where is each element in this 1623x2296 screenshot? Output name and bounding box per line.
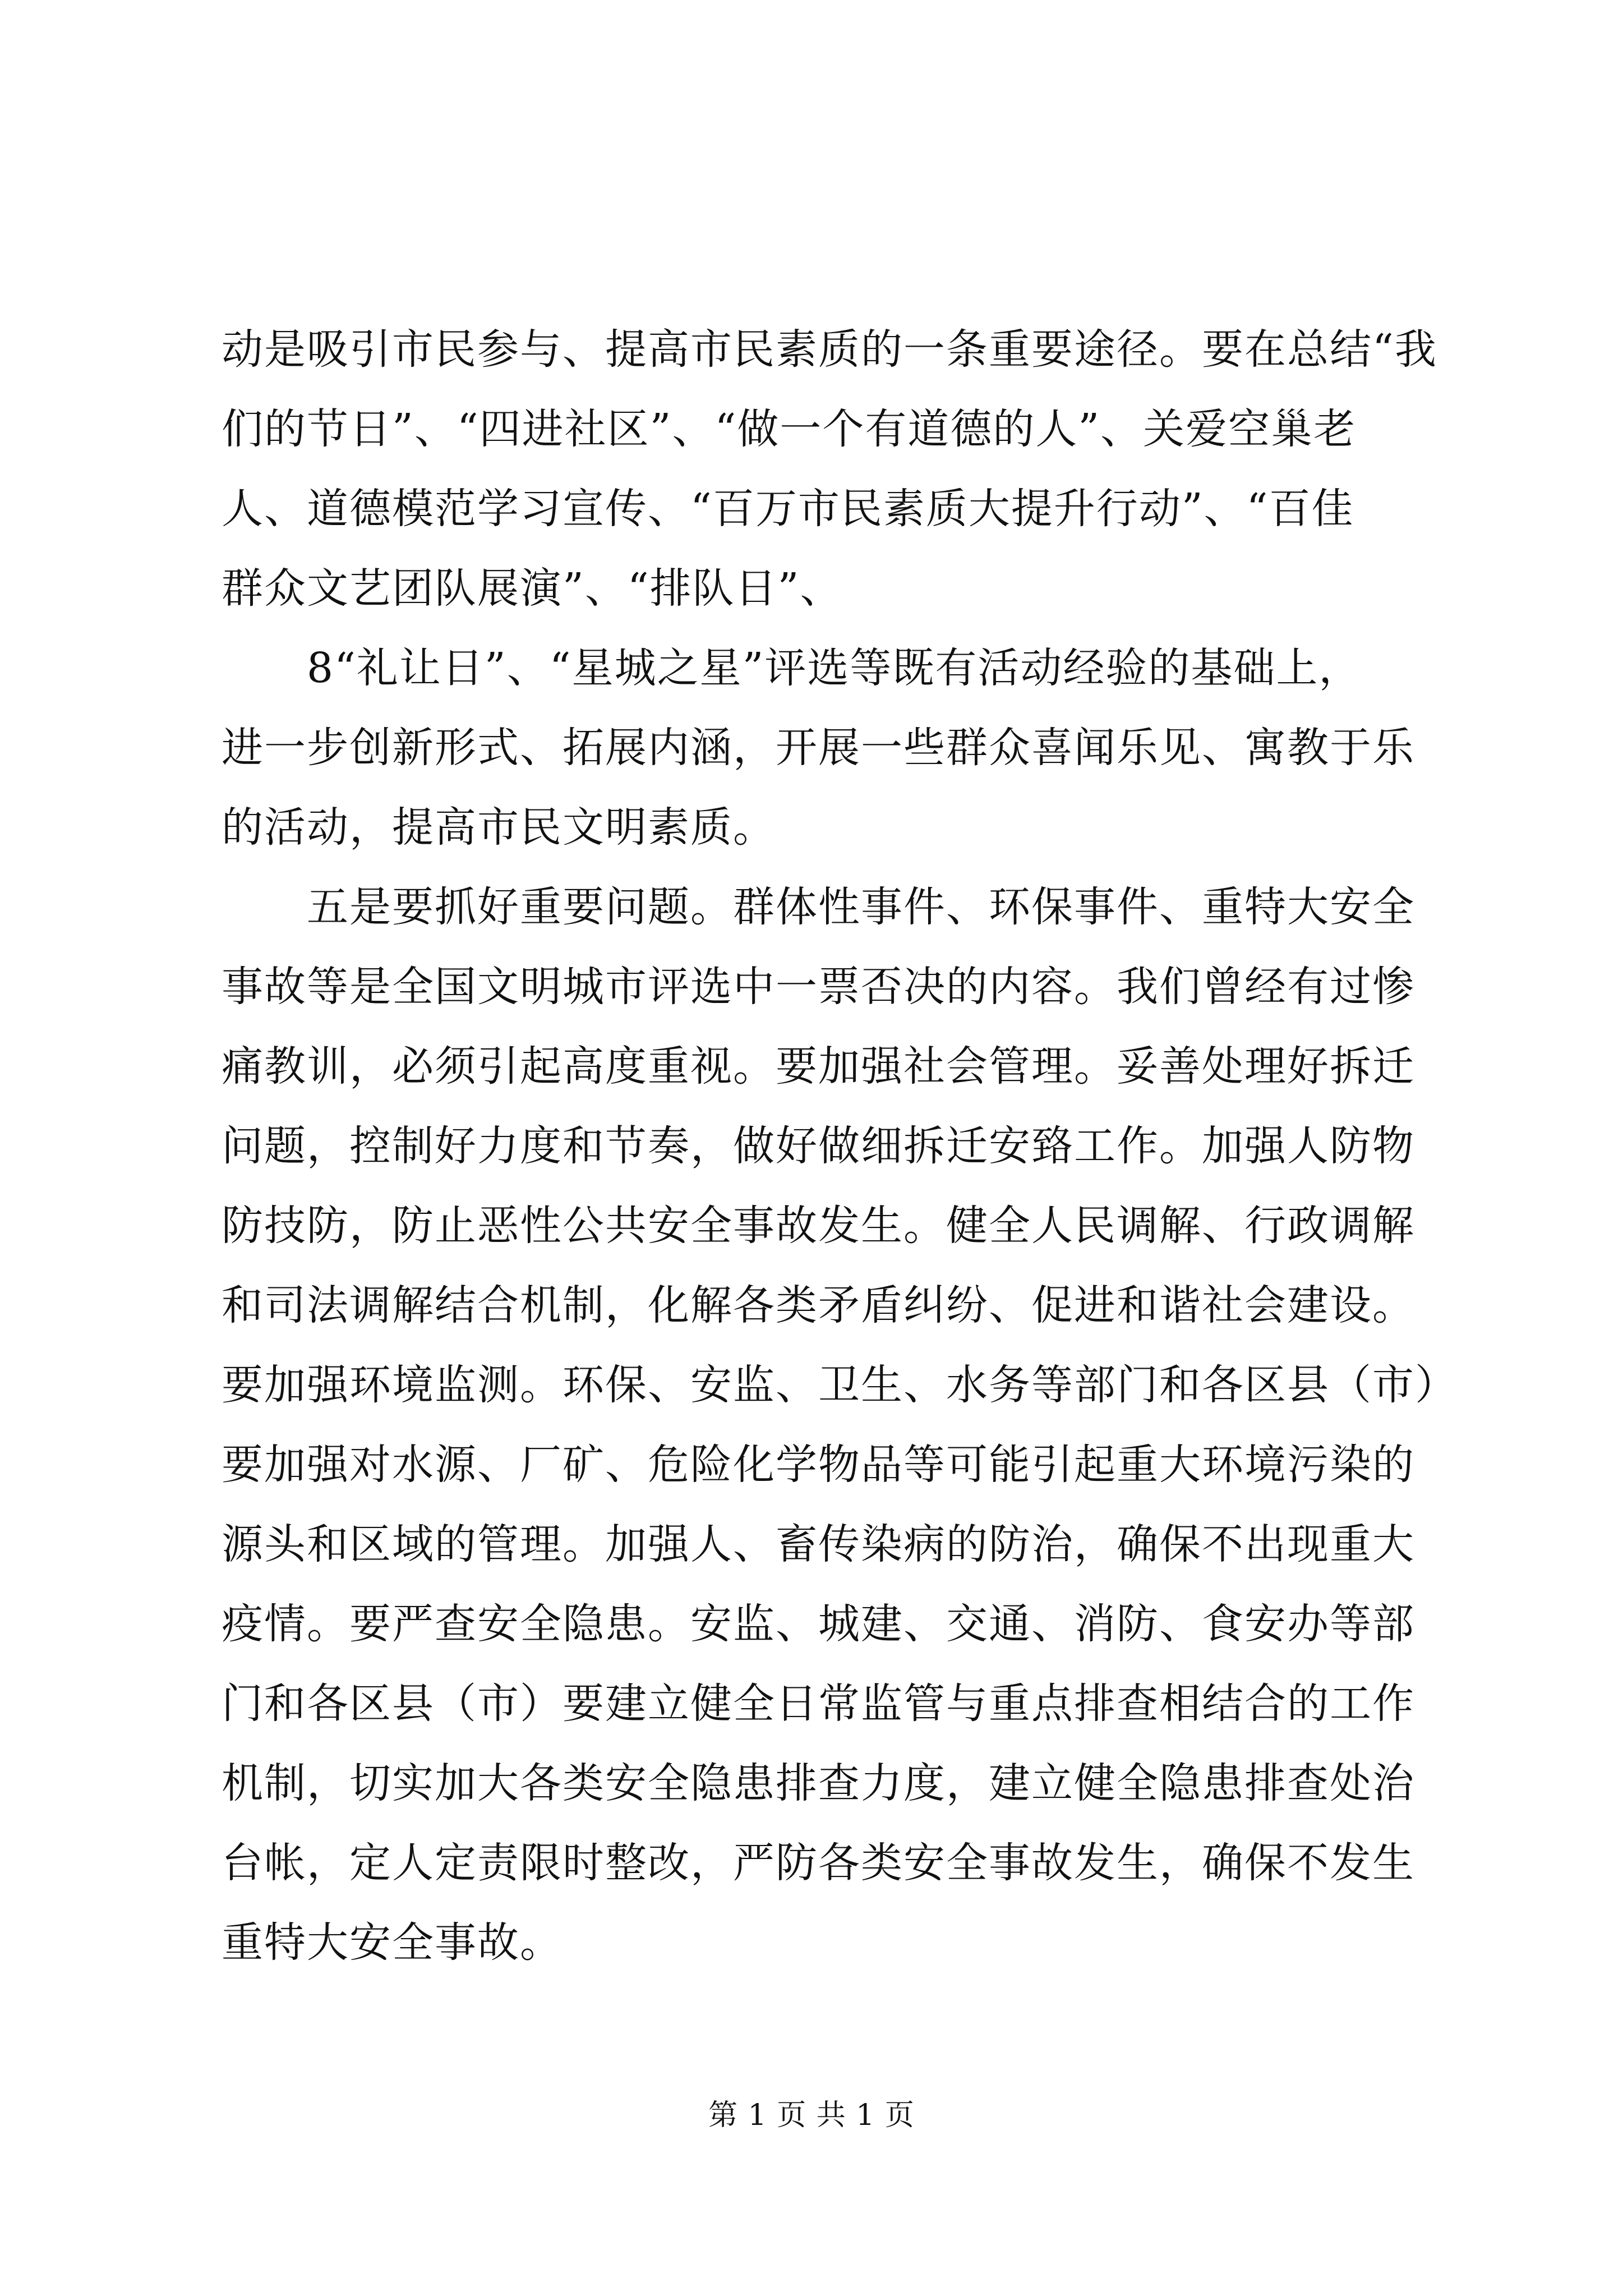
text-line: 台帐，定人定责限时整改，严防各类安全事故发生，确保不发生 <box>222 1839 1415 1887</box>
page-footer: 第 1 页 共 1 页 <box>708 2099 915 2132</box>
text-line: 动是吸引市民参与、提高市民素质的一条重要途径。要在总结“我 <box>222 325 1437 374</box>
text-line: 痛教训，必须引起高度重视。要加强社会管理。妥善处理好拆迁 <box>222 1042 1415 1091</box>
text-line: 事故等是全国文明城市评选中一票否决的内容。我们曾经有过惨 <box>222 963 1415 1011</box>
text-line: 门和各区县（市）要建立健全日常监管与重点排查相结合的工作 <box>222 1680 1415 1728</box>
text-line: 8“礼让日”、“星城之星”评选等既有活动经验的基础上， <box>222 644 1362 692</box>
text-line: 重特大安全事故。 <box>222 1918 562 1967</box>
text-line: 们的节日”、“四进社区”、“做一个有道德的人”、关爱空巢老 <box>222 405 1357 453</box>
text-line: 防技防，防止恶性公共安全事故发生。健全人民调解、行政调解 <box>222 1202 1415 1250</box>
text-line: 源头和区域的管理。加强人、畜传染病的防治，确保不出现重大 <box>222 1520 1415 1568</box>
text-line: 要加强环境监测。环保、安监、卫生、水务等部门和各区县（市） <box>222 1361 1458 1409</box>
text-line: 问题，控制好力度和节奏，做好做细拆迁安臵工作。加强人防物 <box>222 1122 1415 1170</box>
text-line: 人、道德模范学习宣传、“百万市民素质大提升行动”、“百佳 <box>222 485 1354 533</box>
text-line: 和司法调解结合机制，化解各类矛盾纠纷、促进和谐社会建设。 <box>222 1281 1415 1329</box>
text-line: 的活动，提高市民文明素质。 <box>222 803 776 852</box>
text-line: 要加强对水源、厂矿、危险化学物品等可能引起重大环境污染的 <box>222 1441 1415 1489</box>
text-line: 五是要抓好重要问题。群体性事件、环保事件、重特大安全 <box>222 883 1415 931</box>
text-line: 进一步创新形式、拓展内涵，开展一些群众喜闻乐见、寓教于乐 <box>222 724 1415 772</box>
text-line: 机制，切实加大各类安全隐患排查力度，建立健全隐患排查处治 <box>222 1759 1415 1807</box>
text-line: 疫情。要严查安全隐患。安监、城建、交通、消防、食安办等部 <box>222 1600 1415 1648</box>
text-line: 群众文艺团队展演”、“排队日”、 <box>222 564 843 613</box>
